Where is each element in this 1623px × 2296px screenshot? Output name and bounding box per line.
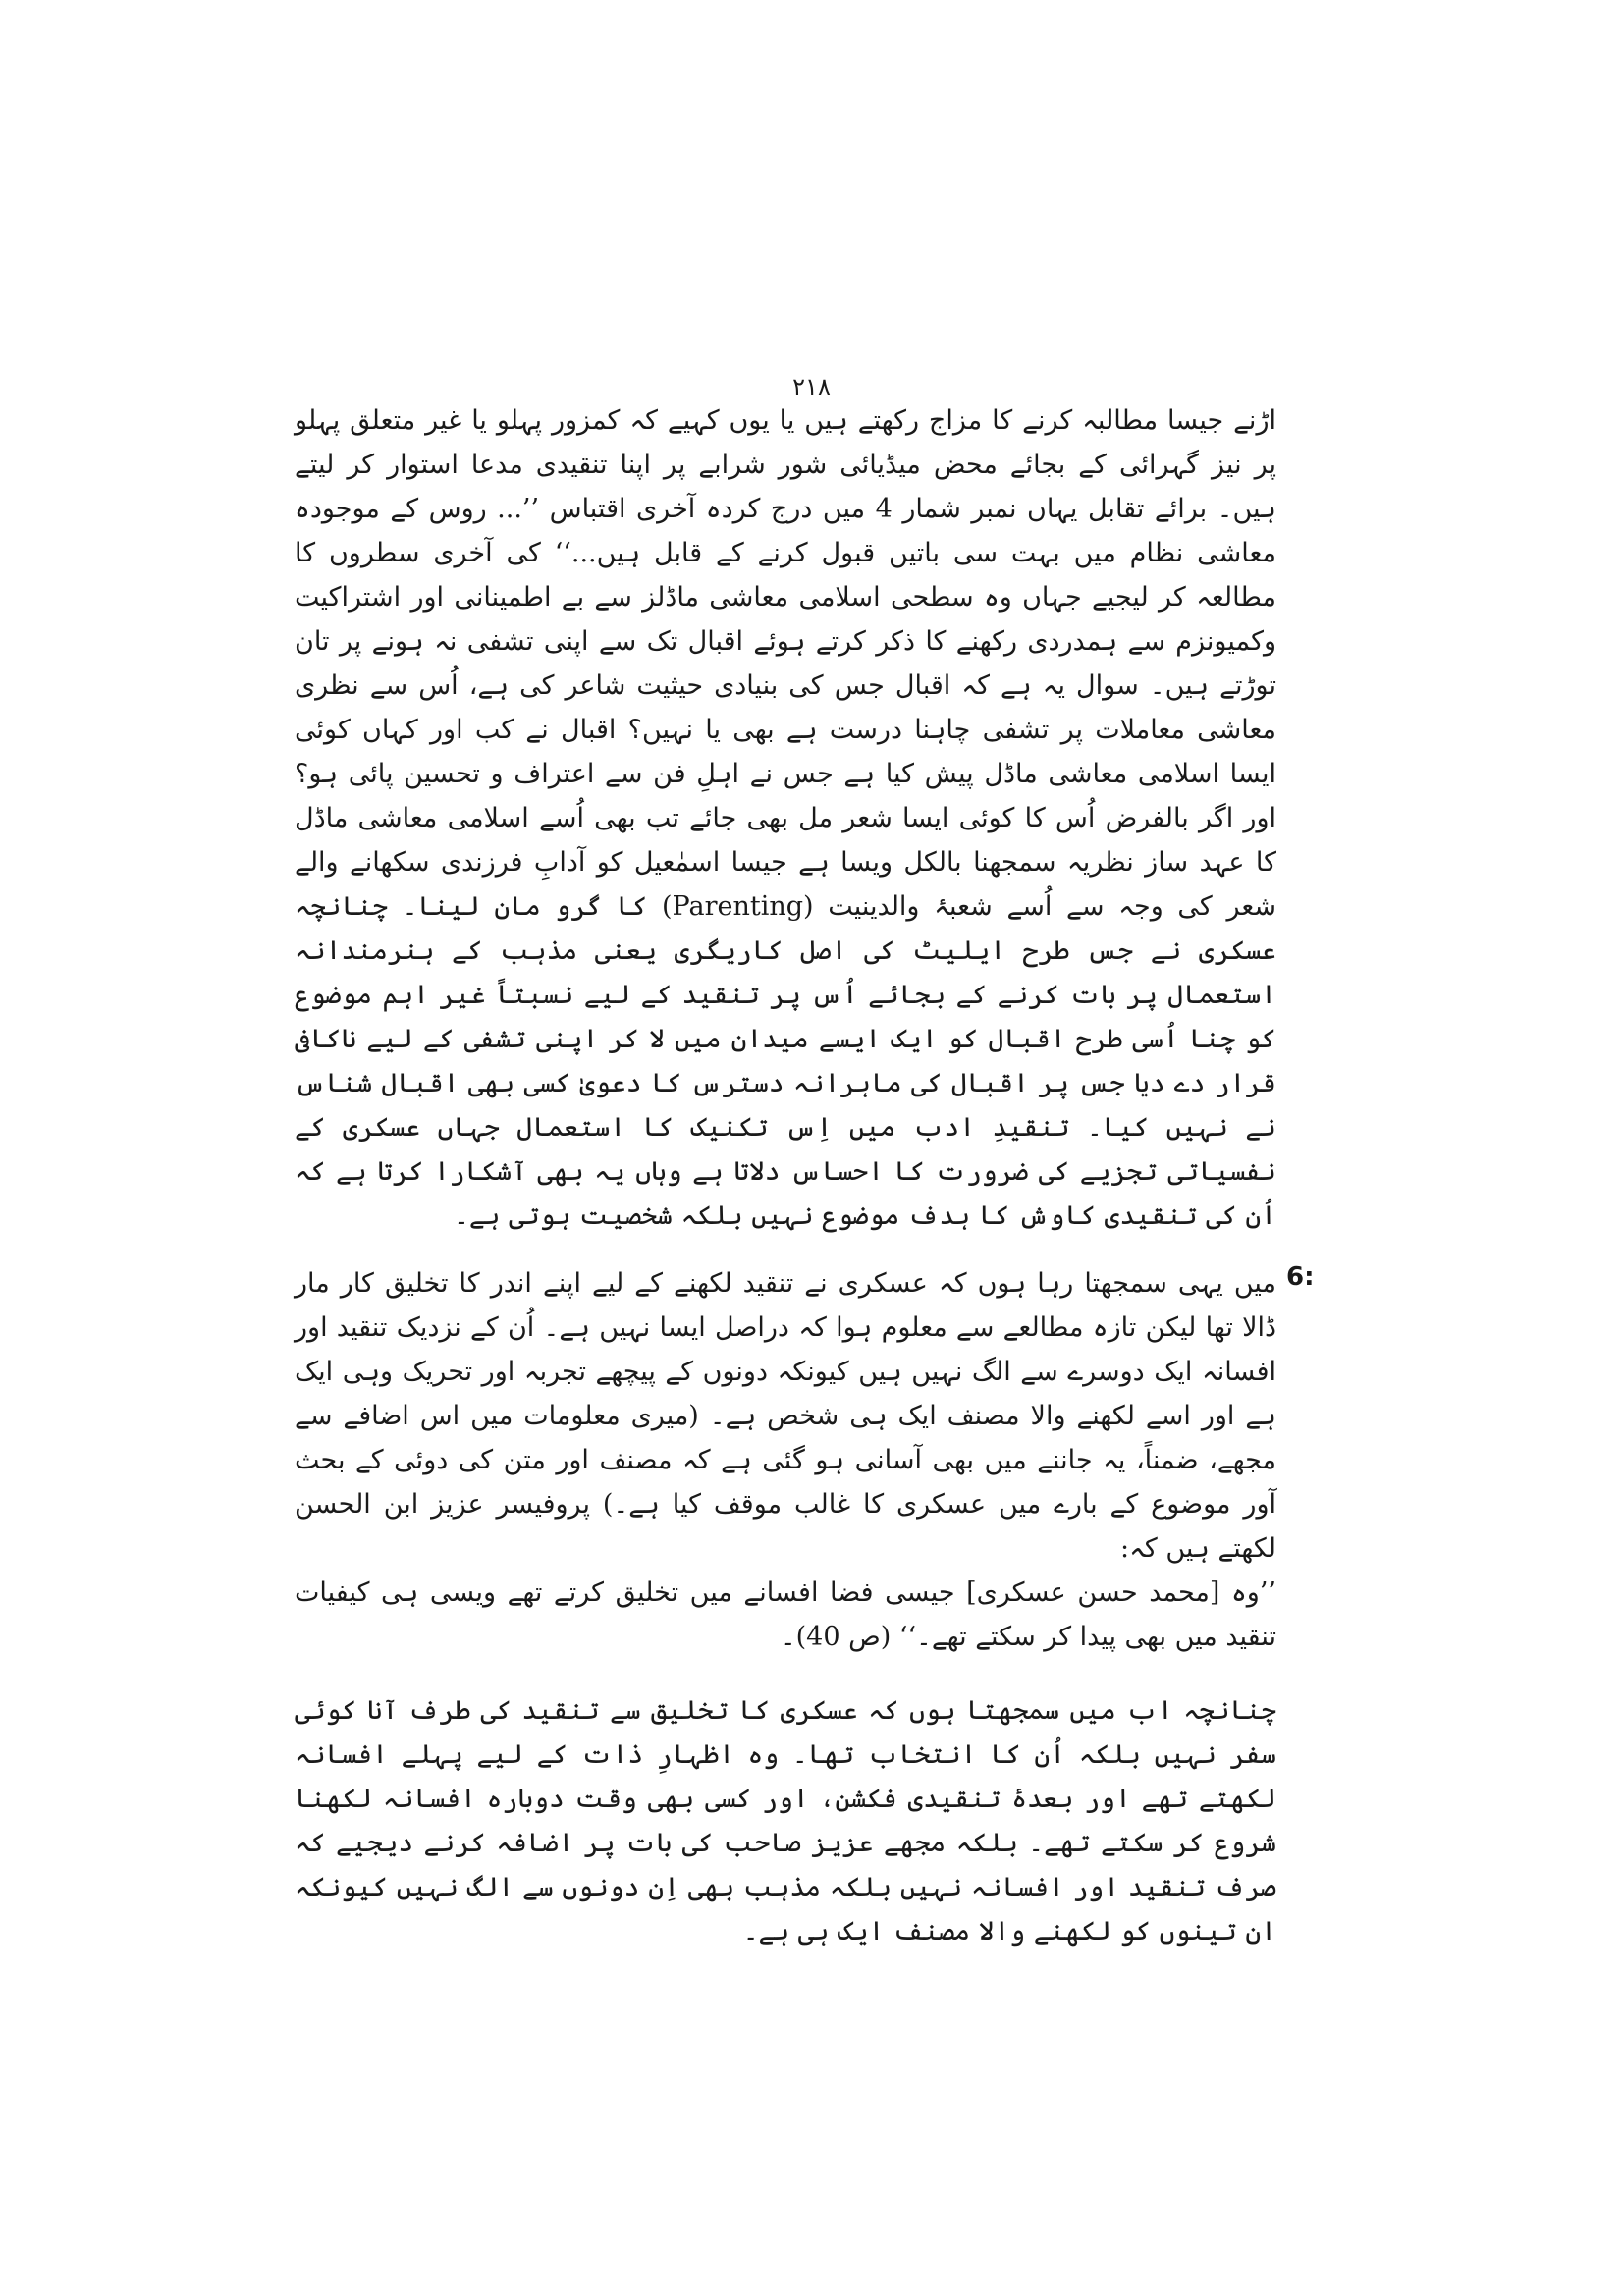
paragraph-conclusion [295, 1688, 1276, 1953]
block-quote [295, 1571, 1276, 1659]
paragraph-text: اڑنے جیسا مطالبہ کرنے کا مزاج رکھتے ہیں یا یوں کہیے کہ کمزور پہلو یا غیر متعلق پہلو پر نیز گہرائی کے بجائے محض میڈیائی شور شرابے پر اپنا تنقیدی مدعا استوار کر لیتے ہیں۔ برائے تقابل یہاں نمبر شمار 4 میں درج کردہ آخری اقتباس ’’... روس کے موجودہ معاشی نظام میں بہت سی باتیں قبول کرنے کے قابل ہیں...‘‘ کی آخری سطروں کا مطالعہ کر لیجیے جہاں وہ سطحی اسلامی معاشی ماڈلز سے بے اطمینانی اور اشتراکیت وکمیونزم سے ہمدردی رکھنے کا ذکر کرتے ہوئے اقبال تک سے اپنی تشفی نہ ہونے پر تان توڑتے ہیں۔ سوال یہ ہے کہ اقبال جس کی بنیادی حیثیت شاعر کی ہے، اُس سے نظری معاشی معاملات پر تشفی چاہنا درست ہے بھی یا نہیں؟ اقبال نے کب اور کہاں کوئی ایسا اسلامی معاشی ماڈل پیش کیا ہے جس نے اہلِ فن سے اعتراف و تحسین پائی ہو؟ اور اگر بالفرض اُس کا کوئی ایسا شعر مل بھی جائے تب بھی اُسے اسلامی معاشی ماڈل کا عہد ساز نظریہ سمجھنا بالکل ویسا ہے جیسا اسمٰعیل کو آدابِ فرزندی سکھانے والے شعر کی وجہ سے اُسے شعبۂ والدینیت (Parenting) کا گرو مان لینا۔ چنانچہ عسکری نے جس طرح ایلیٹ کی اصل کاریگری یعنی مذہب کے ہنرمندانہ استعمال پر بات کرنے کے بجائے اُس پر تنقید کے لیے نسبتاً غیر اہم موضوع کو چنا اُسی طرح اقبال کو ایک ایسے میدان میں لا کر اپنی تشفی کے لیے ناکافی قرار دے دیا جس پر اقبال کی ماہرانہ دسترس کا دعویٰ کسی بھی اقبال شناس نے نہیں کیا۔ تنقیدِ ادب میں اِس تکنیک کا استعمال جہاں عسکری کے نفسیاتی تجزیے کی ضرورت کا احساس دلاتا ہے وہاں یہ بھی آشکارا کرتا ہے کہ اُن کی تنقیدی کاوش کا ہدف موضوع نہیں بلکہ شخصیت ہوتی ہے۔ [295, 405, 1276, 1231]
paragraph-number: 6: [1286, 1262, 1315, 1292]
paragraph-text: میں یہی سمجھتا رہا ہوں کہ عسکری نے تنقید لکھنے کے لیے اپنے اندر کا تخلیق کار مار ڈالا تھا لیکن تازہ مطالعے سے معلوم ہوا کہ دراصل ایسا نہیں ہے۔ اُن کے نزدیک تنقید اور افسانہ ایک دوسرے سے الگ نہیں ہیں کیونکہ دونوں کے پیچھے تجربہ اور تحریک وہی ایک ہے اور اسے لکھنے والا مصنف ایک ہی شخص ہے۔ (میری معلومات میں اس اضافے سے مجھے، ضمناً، یہ جاننے میں بھی آسانی ہو گئی ہے کہ مصنف اور متن کی دوئی کے بحث آور موضوع کے بارے میں عسکری کا غالب موقف کیا ہے۔) پروفیسر عزیز ابن الحسن لکھتے ہیں کہ: [295, 1268, 1276, 1564]
paragraph-text: چنانچہ اب میں سمجھتا ہوں کہ عسکری کا تخلیق سے تنقید کی طرف آنا کوئی سفر نہیں بلکہ اُن کا انتخاب تھا۔ وہ اظہارِ ذات کے لیے پہلے افسانہ لکھتے تھے اور بعدۂ تنقیدی فکشن، اور کسی بھی وقت دوبارہ افسانہ لکھنا شروع کر سکتے تھے۔ بلکہ مجھے عزیز صاحب کی بات پر اضافہ کرنے دیجیے کہ صرف تنقید اور افسانہ نہیں بلکہ مذہب بھی اِن دونوں سے الگ نہیں کیونکہ ان تینوں کو لکھنے والا مصنف ایک ہی ہے۔ [295, 1695, 1276, 1947]
paragraph-six [295, 1261, 1276, 1571]
quote-text: ’’وہ [محمد حسن عسکری] جیسی فضا افسانے میں تخلیق کرتے تھے ویسی ہی کیفیات تنقید میں بھی پیدا کر سکتے تھے۔‘‘ (ص 40)۔ [295, 1577, 1276, 1652]
paragraph-continuation [295, 399, 1276, 1238]
page-number: ۲۱۸ [792, 373, 831, 400]
